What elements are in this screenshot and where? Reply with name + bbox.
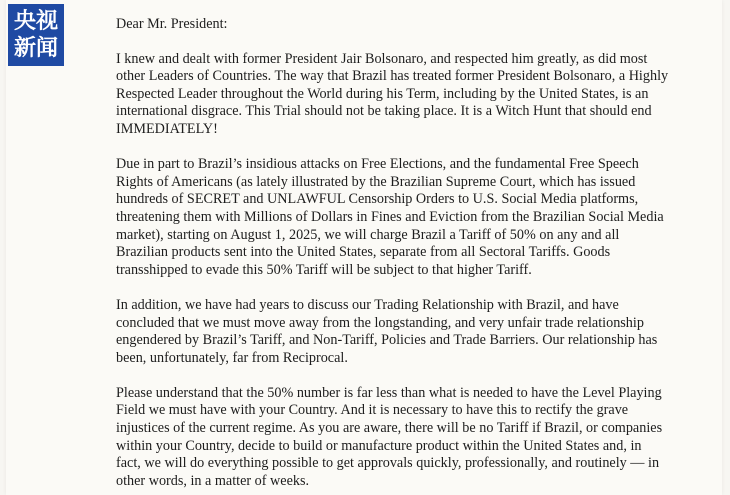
paragraph-line: been, unfortunately, far from Reciprocal. [116, 349, 348, 366]
letter-body [116, 16, 720, 495]
paragraph-line: transshipped to evade this 50% Tariff will be subject to that higher Tariff. [116, 261, 532, 278]
letter-paper [6, 0, 722, 495]
letter-paragraph [116, 385, 720, 491]
paragraph-line: threatening them with Millions of Dollars in Fines and Eviction from the Brazilian Social Media [116, 208, 664, 225]
paragraph-line: Please understand that the 50% number is far less than what is needed to have the Level Playing [116, 384, 662, 401]
logo-text-line-1: 央视 [13, 9, 58, 34]
paragraph-line: other words, in a matter of weeks. [116, 472, 310, 489]
paragraph-line: other Leaders of Countries. The way that Brazil has treated former President Bolsonaro, a Highly [116, 68, 669, 85]
paragraph-line: In addition, we have had years to discuss our Trading Relationship with Brazil, and have [116, 296, 619, 313]
paragraph-line: engendered by Brazil’s Tariff, and Non-Tariff, Policies and Trade Barriers. Our relationship has [116, 332, 658, 349]
letter-paragraph [116, 51, 720, 139]
paragraph-line: Field we must have with your Country. And it is necessary to have this to rectify the grave [116, 402, 629, 419]
paragraph-line: market), starting on August 1, 2025, we will charge Brazil a Tariff of 50% on any and all [116, 226, 620, 243]
letter-paragraph [116, 156, 720, 279]
paragraph-line: international disgrace. This Trial should not be taking place. It is a Witch Hunt that should end [116, 103, 652, 120]
logo-text-line-2: 新闻 [13, 36, 58, 61]
paragraph-line: IMMEDIATELY! [116, 120, 218, 137]
paragraph-line: Due in part to Brazil’s insidious attacks on Free Elections, and the fundamental Free Speech [116, 156, 639, 173]
paragraph-line: Respected Leader throughout the World during his Term, including by the United States, is an [116, 85, 649, 102]
paragraph-line: I knew and dealt with former President Jair Bolsonaro, and respected him greatly, as did most [116, 50, 648, 67]
letter-paragraphs [116, 51, 720, 491]
paragraph-line: Rights of Americans (as lately illustrated by the Brazilian Supreme Court, which has issued [116, 173, 636, 190]
paragraph-line: fact, we will do everything possible to get approvals quickly, professionally, and routinely — in [116, 455, 660, 472]
cctv-news-logo [8, 4, 64, 66]
letter-paragraph [116, 297, 720, 367]
paragraph-line: concluded that we must move away from the longstanding, and very unfair trade relationship [116, 314, 644, 331]
salutation: Dear Mr. President: [116, 16, 228, 32]
paragraph-line: within your Country, decide to build or manufacture product within the United States and, in [116, 437, 642, 454]
paragraph-line: Brazilian products sent into the United States, separate from all Sectoral Tariffs. Goods [116, 244, 611, 261]
paragraph-line: injustices of the current regime. As you are aware, there will be no Tariff if Brazil, or companies [116, 420, 663, 437]
paragraph-line: hundreds of SECRET and UNLAWFUL Censorship Orders to U.S. Social Media platforms, [116, 191, 639, 208]
